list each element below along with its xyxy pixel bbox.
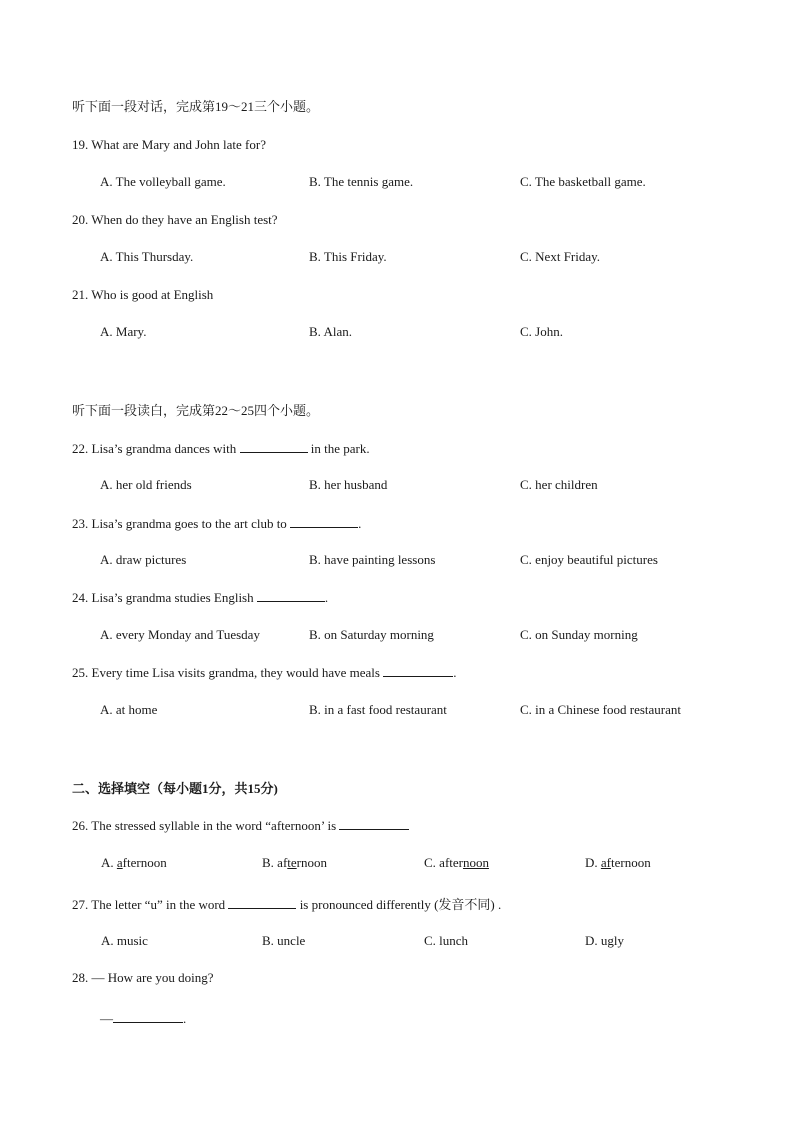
question-27-option-d[interactable]: D. ugly xyxy=(585,933,624,948)
answer-blank xyxy=(383,664,453,677)
question-24-option-c[interactable]: C. on Sunday morning xyxy=(520,627,638,642)
question-21-option-b[interactable]: B. Alan. xyxy=(309,324,352,339)
question-22-stem-end: in the park. xyxy=(310,441,370,456)
question-25-option-a[interactable]: A. at home xyxy=(100,702,158,717)
question-20-option-b[interactable]: B. This Friday. xyxy=(309,249,387,264)
question-24-stem-end: . xyxy=(324,590,329,605)
answer-blank xyxy=(290,515,358,528)
answer-blank xyxy=(228,896,296,909)
question-22-stem-text: 22. Lisa’s grandma dances with xyxy=(72,441,237,456)
answer-blank xyxy=(339,817,409,830)
question-21-option-a[interactable]: A. Mary. xyxy=(100,324,147,339)
answer-blank xyxy=(257,589,325,602)
option-underlined: af xyxy=(600,855,611,870)
question-27-option-b[interactable]: B. uncle xyxy=(262,933,306,948)
question-26-option-b[interactable] xyxy=(262,855,327,871)
question-26-stem xyxy=(72,817,409,834)
question-19-stem: 19. What are Mary and John late for? xyxy=(72,137,266,152)
option-label: A. xyxy=(101,855,117,870)
question-26-option-d[interactable] xyxy=(585,855,651,871)
answer-blank xyxy=(240,440,308,453)
part2-title: 二、选择填空（每小题1分，共15分) xyxy=(72,781,278,796)
option-rest: ternoon xyxy=(611,855,651,870)
question-26-option-c[interactable] xyxy=(424,855,489,871)
question-23-option-a[interactable]: A. draw pictures xyxy=(100,552,187,567)
question-21-stem: 21. Who is good at English xyxy=(72,287,214,302)
question-23-option-b[interactable]: B. have painting lessons xyxy=(309,552,436,567)
option-underlined: a xyxy=(116,855,123,870)
option-rest: rnoon xyxy=(296,855,328,870)
question-23-stem-end: . xyxy=(358,516,362,531)
question-25-stem xyxy=(72,664,456,681)
question-22-option-b[interactable]: B. her husband xyxy=(309,477,388,492)
question-25-stem-text: 25. Every time Lisa visits grandma, they would have meals xyxy=(72,665,380,680)
question-27-stem xyxy=(72,894,501,913)
question-24-option-a[interactable]: A. every Monday and Tuesday xyxy=(100,627,260,642)
question-25-option-c[interactable]: C. in a Chinese food restaurant xyxy=(520,702,682,717)
question-22-option-c[interactable]: C. her children xyxy=(520,477,598,492)
question-22-option-a[interactable]: A. her old friends xyxy=(100,477,192,492)
question-27-stem-end: is pronounced differently (发音不同) . xyxy=(299,897,502,912)
question-24-option-b[interactable]: B. on Saturday morning xyxy=(309,627,434,642)
question-27-stem-text: 27. The letter “u” in the word xyxy=(72,897,226,912)
question-24-stem xyxy=(72,589,328,606)
question-21-option-c[interactable]: C. John. xyxy=(520,324,563,339)
question-28-stem: 28. — How are you doing? xyxy=(72,970,214,985)
question-25-option-b[interactable]: B. in a fast food restaurant xyxy=(309,702,447,717)
option-label: D. xyxy=(585,855,601,870)
question-20-option-c[interactable]: C. Next Friday. xyxy=(520,249,601,264)
question-20-stem: 20. When do they have an English test? xyxy=(72,212,278,227)
question-26-stem-text: 26. The stressed syllable in the word “afternoon’ is xyxy=(72,818,337,833)
section2-instruction: 听下面一段读白，完成第22～25四个小题。 xyxy=(72,403,320,418)
option-label: B. af xyxy=(262,855,288,870)
section1-instruction: 听下面一段对话，完成第19～21三个小题。 xyxy=(72,99,320,114)
option-rest: fternoon xyxy=(122,855,167,870)
answer-blank xyxy=(113,1010,183,1023)
question-23-option-c[interactable]: C. enjoy beautiful pictures xyxy=(520,552,658,567)
question-28-answer xyxy=(100,1010,186,1027)
question-23-stem-text: 23. Lisa’s grandma goes to the art club to xyxy=(72,516,287,531)
option-label: C. after xyxy=(424,855,463,870)
question-19-option-a[interactable]: A. The volleyball game. xyxy=(100,174,226,189)
question-24-stem-text: 24. Lisa’s grandma studies English xyxy=(72,590,254,605)
question-20-option-a[interactable]: A. This Thursday. xyxy=(100,249,194,264)
question-22-stem xyxy=(72,440,370,457)
question-27-option-a[interactable]: A. music xyxy=(101,933,148,948)
question-19-option-c[interactable]: C. The basketball game. xyxy=(520,174,646,189)
question-19-option-b[interactable]: B. The tennis game. xyxy=(309,174,414,189)
question-27-option-c[interactable]: C. lunch xyxy=(424,933,469,948)
option-underlined: noon xyxy=(462,855,489,870)
question-25-stem-end: . xyxy=(453,665,457,680)
period: . xyxy=(183,1011,187,1026)
dash: — xyxy=(100,1011,113,1026)
option-underlined: te xyxy=(287,855,297,870)
question-26-option-a[interactable] xyxy=(101,855,167,871)
question-23-stem xyxy=(72,515,361,532)
